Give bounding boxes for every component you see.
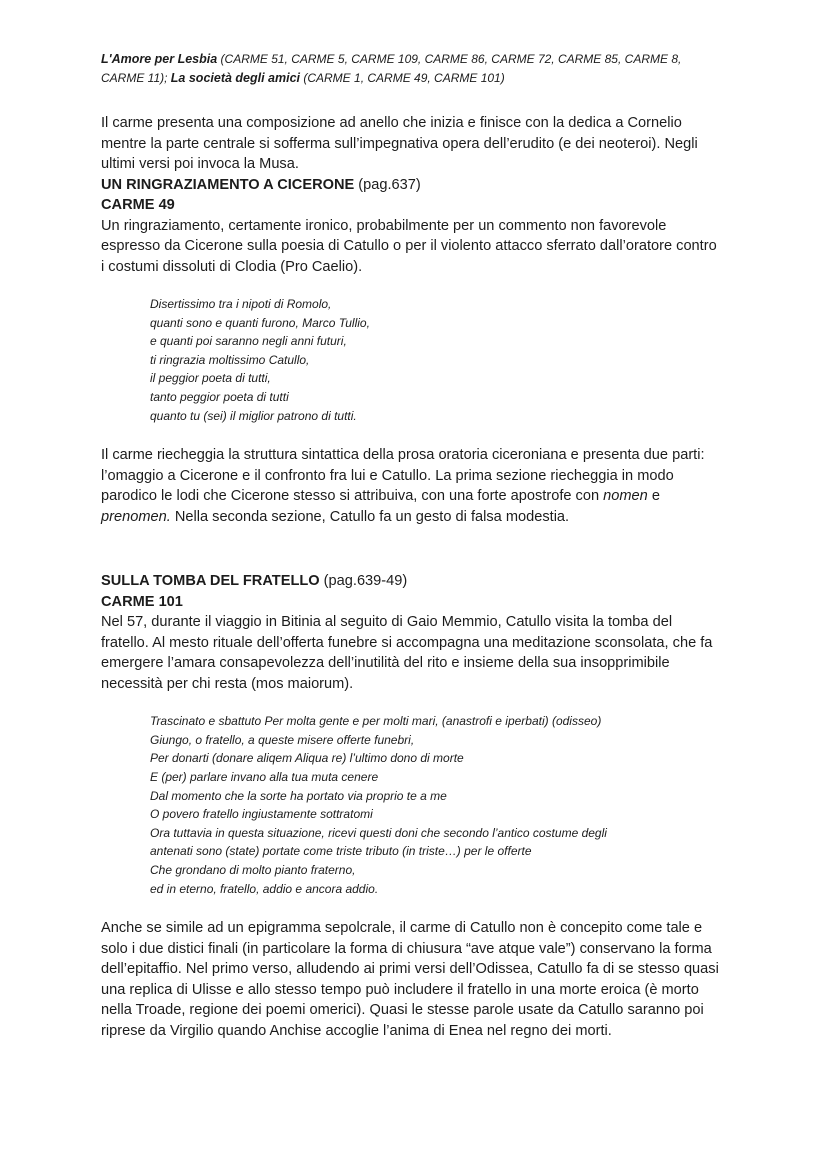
section-page-ref-cicerone: (pag.637)	[354, 176, 421, 193]
poem-line: quanti sono e quanti furono, Marco Tullio,	[150, 315, 370, 330]
header-title-lesbia: L'Amore per Lesbia	[101, 52, 218, 66]
poem-line: tanto peggior poeta di tutti	[150, 389, 289, 404]
carme-101-commentary: Anche se simile ad un epigramma sepolcrale, il carme di Catullo non è concepito come tale e solo i due distici finali (in particolare la forma di chiusura “ave atque vale”) conservano la forma dell’epitaffio. Nel primo verso, alludendo ai primi versi dell’Odissea, Catullo fa di se stesso quasi una replica di Ulisse e allo stesso tempo può includere il fratello in una morte eroica (è morto nella Troade, regione dei poemi omerici). Quasi le stesse parole usate da Catullo saranno poi riprese da Virgilio quando Anchise accoglie l’anima di Enea nel regno dei morti.	[101, 920, 719, 1039]
term-prenomen: prenomen.	[101, 508, 171, 525]
section-title-fratello: SULLA TOMBA DEL FRATELLO	[101, 573, 320, 590]
section-page-ref-fratello: (pag.639-49)	[319, 573, 408, 590]
carme-101-label: CARME 101	[101, 593, 183, 610]
poem-line: Disertissimo tra i nipoti di Romolo,	[150, 297, 332, 311]
carme-101-description: Nel 57, durante il viaggio in Bitinia al seguito di Gaio Memmio, Catullo visita la tomba del fratello. Al mesto rituale dell’offerta funebre si accompagna una meditazione sconsolata, che fa emergere l’amara consapevolezza dell’inutilità del rito e insieme della sua insopprimibile necessità per chi resta (mos maiorum).	[101, 614, 713, 692]
carme-49-description: Un ringraziamento, certamente ironico, probabilmente per un commento non favorevole espresso da Cicerone sulla poesia di Catullo o per il violento attacco sferrato dall’oratore contro i costumi dissoluti di Clodia (Pro Caelio).	[101, 217, 717, 275]
poem-line: ed in eterno, fratello, addio e ancora addio.	[150, 881, 379, 896]
poem-line: Ora tuttavia in questa situazione, ricevi questi doni che secondo l’antico costume degli	[150, 825, 607, 840]
poem-line: E (per) parlare invano alla tua muta cenere	[150, 769, 379, 784]
header-list-lesbia: (CARME 51, CARME 5, CARME 109, CARME 86, CARME 72, CARME 85, CARME 8, CARME 11);	[101, 52, 682, 85]
poem-line: ti ringrazia moltissimo Catullo,	[150, 352, 310, 367]
header-title-amici: La società degli amici	[170, 71, 301, 85]
carme-49-commentary: Il carme riecheggia la struttura sintattica della prosa oratoria ciceroniana e presenta due parti: l’omaggio a Cicerone e il confronto fra lui e Catullo. La prima sezione riecheggia in modo parodico le lodi che Cicerone stesso si attribuiva, con una forte apostrofe con nomen e prenomen. Nella seconda sezione, Catullo fa un gesto di falsa modestia.	[101, 447, 705, 525]
poem-line: Dal momento che la sorte ha portato via proprio te a me	[150, 788, 447, 803]
carme-101-poem	[150, 712, 721, 898]
carme-49-poem	[150, 295, 721, 425]
poem-line: quanto tu (sei) il miglior patrono di tutti.	[150, 408, 357, 423]
document-header	[101, 50, 721, 88]
section-heading-cicerone	[101, 175, 721, 196]
intro-paragraph: Il carme presenta una composizione ad anello che inizia e finisce con la dedica a Cornelio mentre la parte centrale si sofferma sull’impegnativa opera dell’erudito (e dei neoteroi). Negli ultimi versi poi invoca la Musa.	[101, 115, 698, 172]
poem-line: il peggior poeta di tutti,	[150, 371, 271, 386]
document-page	[101, 50, 721, 1041]
poem-line: O povero fratello ingiustamente sottratomi	[150, 807, 373, 822]
section-title-cicerone: UN RINGRAZIAMENTO A CICERONE	[101, 176, 355, 193]
poem-line: Giungo, o fratello, a queste misere offerte funebri,	[150, 732, 415, 747]
poem-line: Trascinato e sbattuto Per molta gente e per molti mari, (anastrofi e iperbati) (odisseo)	[150, 714, 602, 729]
poem-line: Che grondano di molto pianto fraterno,	[150, 862, 356, 877]
carme-49-label: CARME 49	[101, 197, 175, 213]
poem-line: antenati sono (state) portate come triste tributo (in triste…) per le offerte	[150, 844, 532, 859]
section-heading-fratello	[101, 571, 721, 592]
poem-line: Per donarti (donare aliqem Aliqua re) l’ultimo dono di morte	[150, 751, 464, 766]
term-nomen: nomen	[603, 488, 648, 505]
header-list-amici: (CARME 1, CARME 49, CARME 101)	[300, 71, 505, 85]
poem-line: e quanti poi saranno negli anni futuri,	[150, 334, 347, 349]
